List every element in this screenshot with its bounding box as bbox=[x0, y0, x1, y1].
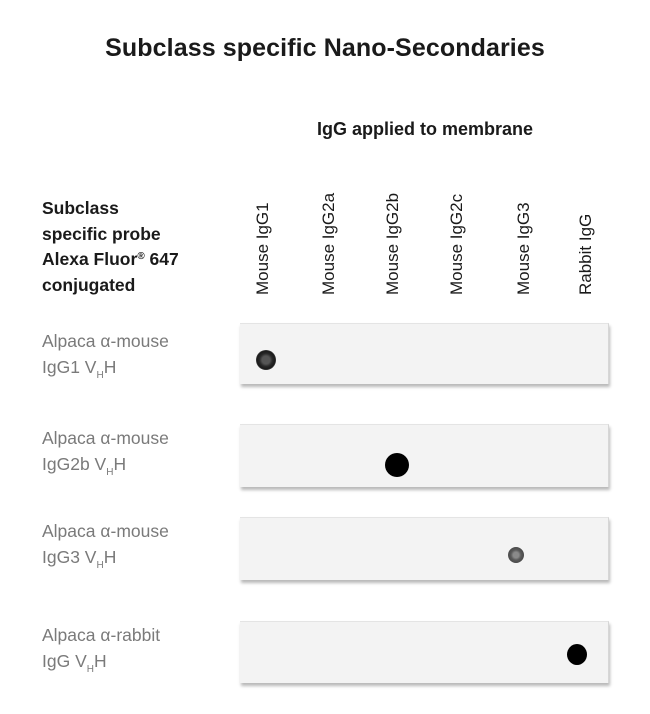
membrane-strip bbox=[240, 621, 609, 683]
probe-header-text: Alexa Fluor bbox=[42, 249, 138, 269]
row-label-text: H bbox=[113, 454, 127, 474]
column-label-text: Mouse IgG1 bbox=[253, 202, 272, 295]
signal-dot bbox=[508, 547, 524, 563]
row-label-line bbox=[42, 648, 160, 678]
probe-header bbox=[42, 196, 179, 298]
probe-header-text: 647 bbox=[144, 249, 179, 269]
row-label-line: Alpaca α-mouse bbox=[42, 428, 169, 448]
membrane-strip bbox=[240, 323, 609, 384]
figure-title: Subclass specific Nano-Secondaries bbox=[105, 34, 545, 62]
row-label-line: Alpaca α-mouse bbox=[42, 521, 169, 541]
column-label-text: Mouse IgG2c bbox=[447, 193, 466, 295]
row-label-text: IgG2b V bbox=[42, 454, 107, 474]
column-label-text: Mouse IgG3 bbox=[514, 202, 533, 295]
column-label-text: Mouse IgG2b bbox=[383, 192, 402, 295]
row-label-line bbox=[42, 451, 169, 481]
row-label-text: H bbox=[93, 651, 107, 671]
signal-dot bbox=[385, 453, 409, 477]
row-label-anti-rabbit-igg bbox=[42, 622, 160, 678]
row-label-text: IgG3 V bbox=[42, 547, 97, 567]
row-label-anti-mouse-igg3 bbox=[42, 518, 169, 574]
signal-dot bbox=[567, 644, 587, 665]
subscript: H bbox=[106, 467, 114, 478]
row-label-line bbox=[42, 544, 169, 574]
membrane-strip bbox=[240, 517, 609, 580]
column-label-text: Mouse IgG2a bbox=[319, 192, 338, 295]
signal-dot bbox=[256, 350, 276, 370]
row-label-text: H bbox=[103, 357, 117, 377]
subscript: H bbox=[96, 370, 104, 381]
probe-header-line: conjugated bbox=[42, 274, 136, 295]
row-label-text: H bbox=[103, 547, 117, 567]
membrane-header: IgG applied to membrane bbox=[316, 119, 534, 139]
row-label-text: IgG1 V bbox=[42, 357, 97, 377]
row-label-line: Alpaca α-rabbit bbox=[42, 625, 161, 645]
probe-header-line: specific probe bbox=[42, 223, 161, 244]
probe-header-line bbox=[42, 247, 179, 273]
column-label-text: Rabbit IgG bbox=[576, 213, 595, 295]
subscript: H bbox=[96, 560, 104, 571]
probe-header-line: Subclass bbox=[42, 198, 119, 218]
row-label-text: IgG V bbox=[42, 651, 87, 671]
subscript: H bbox=[86, 664, 94, 675]
row-label-line bbox=[42, 354, 169, 384]
row-label-line: Alpaca α-mouse bbox=[42, 331, 169, 351]
row-label-anti-mouse-igg2b bbox=[42, 425, 169, 481]
registered-mark: ® bbox=[137, 251, 145, 262]
row-label-anti-mouse-igg1 bbox=[42, 328, 169, 384]
membrane-strip bbox=[240, 424, 609, 487]
